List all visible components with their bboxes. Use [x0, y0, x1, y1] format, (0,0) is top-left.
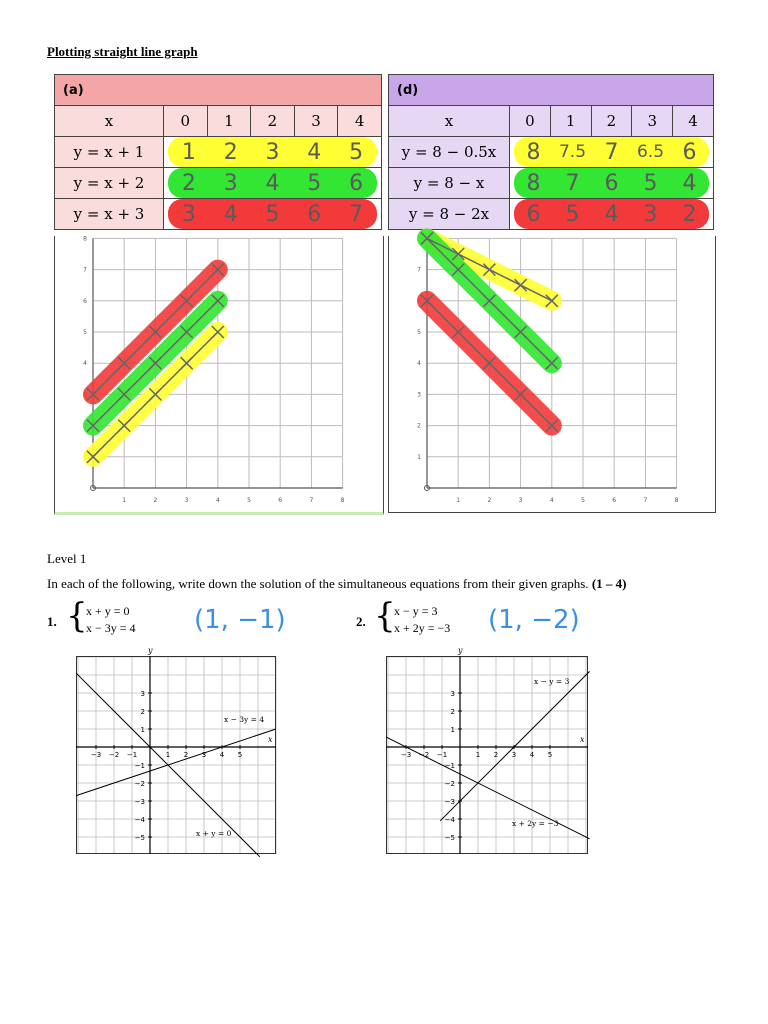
value-cell: 6.5 — [636, 142, 665, 162]
y-tick-label: −5 — [134, 834, 145, 842]
panel-d-label: (d) — [389, 75, 714, 106]
value-cell: 5 — [565, 201, 580, 227]
y-tick-label: −3 — [134, 798, 145, 806]
value-cell: 2 — [181, 170, 196, 196]
x-header: x — [55, 106, 164, 137]
value-cell: 7.5 — [558, 142, 587, 162]
brace: { — [66, 596, 88, 636]
instruction-range: (1 – 4) — [591, 576, 627, 591]
value-cell: 2 — [223, 139, 238, 165]
y-tick-label: 8 — [83, 235, 87, 243]
instruction-text: In each of the following, write down the solution of the simultaneous equations from their given graphs. (1 – 4) — [47, 576, 627, 591]
equation-2: x − 3y = 4 — [86, 621, 136, 635]
y-tick-label: −3 — [444, 798, 455, 806]
x-value: 2 — [251, 106, 295, 137]
value-cell: 8 — [526, 170, 541, 196]
line-label: x − 3y = 4 — [224, 715, 265, 724]
x-tick-label: 4 — [549, 497, 554, 504]
y-tick-label: −1 — [134, 762, 145, 770]
highlight-yellow — [514, 137, 709, 167]
y-tick-label: 4 — [417, 360, 421, 368]
y-tick-label: −4 — [134, 816, 145, 824]
x-tick-label: 4 — [529, 751, 535, 759]
value-cell: 6 — [349, 170, 364, 196]
x-tick-label: 6 — [612, 497, 617, 504]
x-tick-label: 4 — [215, 497, 220, 504]
highlight-yellow — [168, 137, 377, 167]
value-cell: 3 — [265, 139, 280, 165]
x-tick-label: 2 — [493, 751, 499, 759]
value-cell: 6 — [604, 170, 619, 196]
y-tick-label: 7 — [83, 266, 87, 274]
highlight-green — [514, 168, 709, 198]
y-tick-label: −4 — [444, 816, 455, 824]
value-cell: 4 — [604, 201, 619, 227]
x-tick-label: −2 — [418, 751, 430, 759]
equation-1: x − y = 3 — [394, 604, 438, 618]
highlight-red — [514, 199, 709, 229]
y-tick-label: −2 — [444, 780, 455, 788]
y-tick-label: 3 — [450, 690, 455, 698]
value-cell: 7 — [565, 170, 580, 196]
y-axis-label: y — [458, 646, 463, 655]
equation-line — [440, 671, 589, 820]
panel-a-label: (a) — [55, 75, 382, 106]
value-cell: 4 — [265, 170, 280, 196]
x-tick-label: 5 — [247, 497, 251, 504]
highlight-green — [168, 168, 377, 198]
value-cell: 8 — [526, 139, 541, 165]
y-tick-label: 3 — [417, 391, 421, 399]
x-tick-label: 3 — [511, 751, 517, 759]
value-cell: 1 — [181, 139, 196, 165]
equation-1: x + y = 0 — [86, 604, 130, 618]
y-tick-label: 5 — [417, 329, 421, 336]
x-tick-label: −3 — [400, 751, 412, 759]
x-axis-label: x — [580, 735, 585, 744]
x-value: 1 — [550, 106, 591, 137]
x-tick-label: 1 — [456, 497, 461, 504]
y-tick-label: −2 — [134, 780, 145, 788]
value-cell: 5 — [349, 139, 364, 165]
x-tick-label: 1 — [122, 497, 127, 504]
y-tick-label: 3 — [140, 690, 145, 698]
x-tick-label: 5 — [581, 497, 585, 504]
value-cell: 5 — [643, 170, 658, 196]
x-tick-label: 3 — [201, 751, 207, 759]
level-heading: Level 1 — [47, 551, 87, 566]
value-cell: 3 — [181, 201, 196, 227]
y-tick-label: 2 — [450, 708, 455, 716]
value-cell: 3 — [223, 170, 238, 196]
equation-cell: y = 8 − 2x — [389, 199, 510, 230]
question-number: 1. — [47, 614, 57, 629]
equation-cell: y = 8 − 0.5x — [389, 137, 510, 168]
x-header: x — [389, 106, 510, 137]
y-axis-label: y — [148, 646, 153, 655]
y-tick-label: 7 — [417, 266, 421, 274]
x-tick-label: 5 — [547, 751, 553, 759]
y-tick-label: −5 — [444, 834, 455, 842]
value-cell: 6 — [682, 139, 697, 165]
panel-a-graph — [54, 236, 382, 512]
x-tick-label: 2 — [183, 751, 189, 759]
answer-handwritten: (1, −1) — [194, 605, 286, 635]
equation-cell: y = 8 − x — [389, 168, 510, 199]
value-cell: 5 — [265, 201, 280, 227]
answer-handwritten: (1, −2) — [488, 605, 580, 635]
y-tick-label: 5 — [83, 329, 87, 336]
x-tick-label: 1 — [165, 751, 171, 759]
value-cell: 7 — [604, 139, 619, 165]
value-cell: 6 — [307, 201, 322, 227]
equation-cell: y = x + 1 — [55, 137, 164, 168]
y-tick-label: 4 — [83, 360, 87, 368]
panel-a-table — [54, 74, 382, 230]
x-value: 3 — [294, 106, 338, 137]
equation-2: x + 2y = −3 — [394, 621, 451, 635]
x-tick-label: −1 — [436, 751, 448, 759]
x-axis-label: x — [268, 735, 273, 744]
x-value: 0 — [164, 106, 208, 137]
x-tick-label: 6 — [278, 497, 283, 504]
value-cell: 7 — [349, 201, 364, 227]
equation-pair — [86, 603, 136, 637]
x-tick-label: −2 — [108, 751, 120, 759]
x-tick-label: 8 — [340, 497, 345, 504]
equation-pair — [394, 603, 450, 637]
x-tick-label: 2 — [487, 497, 492, 504]
x-tick-label: −1 — [126, 751, 138, 759]
equation-cell: y = x + 2 — [55, 168, 164, 199]
y-tick-label: 2 — [417, 422, 421, 430]
value-cell: 3 — [643, 201, 658, 227]
y-tick-label: 1 — [417, 453, 421, 461]
x-tick-label: 8 — [674, 497, 679, 504]
x-tick-label: 4 — [219, 751, 225, 759]
x-value: 3 — [632, 106, 673, 137]
question-number: 2. — [356, 614, 366, 629]
value-cell: 4 — [307, 139, 322, 165]
x-tick-label: 1 — [475, 751, 481, 759]
panel-d-table — [388, 74, 714, 230]
y-tick-label: 6 — [83, 297, 87, 305]
value-cell: 5 — [307, 170, 322, 196]
y-tick-label: 1 — [140, 726, 145, 734]
y-tick-label: 1 — [450, 726, 455, 734]
x-value: 4 — [673, 106, 714, 137]
question-1-graph — [76, 646, 276, 854]
x-tick-label: 7 — [643, 497, 648, 504]
x-value: 0 — [510, 106, 551, 137]
x-tick-label: 5 — [237, 751, 243, 759]
value-cell: 4 — [223, 201, 238, 227]
page-title: Plotting straight line graph — [47, 44, 198, 59]
x-tick-label: 2 — [153, 497, 158, 504]
x-value: 4 — [338, 106, 382, 137]
x-tick-label: 3 — [518, 497, 523, 504]
graph-border — [77, 657, 276, 854]
question-2-graph — [386, 646, 588, 854]
x-value: 1 — [207, 106, 251, 137]
value-cell: 4 — [682, 170, 697, 196]
value-cell: 2 — [682, 201, 697, 227]
line-label: x + y = 0 — [196, 829, 232, 838]
x-tick-label: 7 — [309, 497, 314, 504]
highlight-red — [168, 199, 377, 229]
value-cell: 6 — [526, 201, 541, 227]
y-tick-label: −1 — [444, 762, 455, 770]
equation-line — [386, 737, 589, 839]
x-value: 2 — [591, 106, 632, 137]
brace: { — [374, 596, 396, 636]
x-tick-label: 3 — [184, 497, 189, 504]
line-label: x − y = 3 — [534, 677, 570, 686]
equation-cell: y = x + 3 — [55, 199, 164, 230]
y-tick-label: 2 — [140, 708, 145, 716]
line-label: x + 2y = −3 — [512, 819, 559, 828]
panel-d-graph — [388, 236, 714, 512]
x-tick-label: −3 — [90, 751, 102, 759]
equation-line — [76, 729, 276, 796]
